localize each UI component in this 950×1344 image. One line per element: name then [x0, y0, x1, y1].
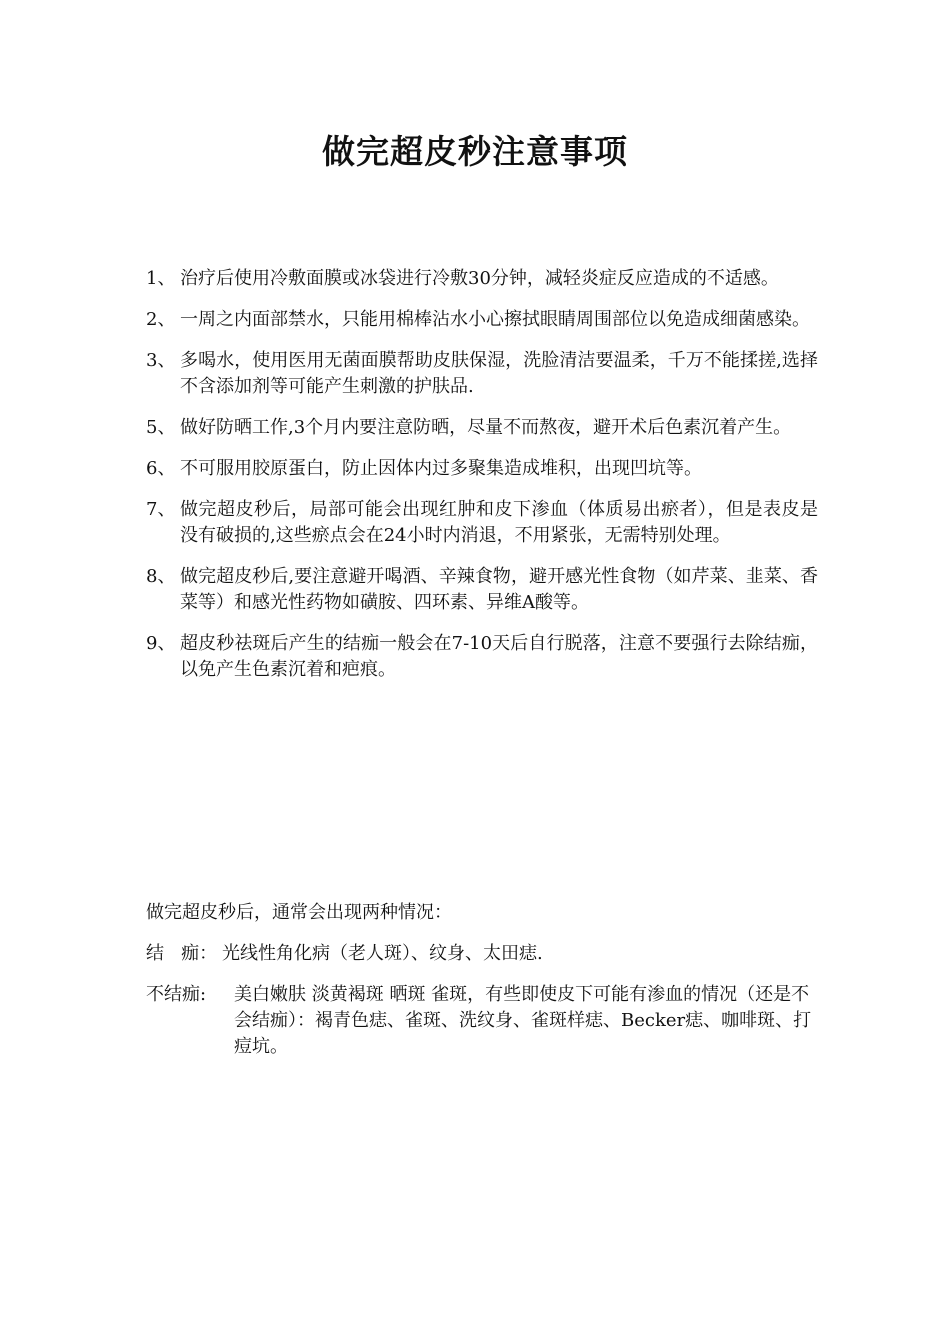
- item-text: 治疗后使用冷敷面膜或冰袋进行冷敷30分钟，减轻炎症反应造成的不适感。: [180, 268, 779, 289]
- list-item: [146, 564, 818, 616]
- summary-section: [146, 900, 818, 1075]
- item-number: 3、: [146, 350, 176, 371]
- item-text: 一周之内面部禁水，只能用棉棒沾水小心擦拭眼睛周围部位以免造成细菌感染。: [180, 309, 810, 330]
- no-scab-label: 不结痂:: [146, 984, 207, 1005]
- item-number: 9、: [146, 633, 176, 654]
- list-item: [146, 497, 818, 549]
- item-number: 2、: [146, 309, 176, 330]
- item-number: 7、: [146, 499, 176, 520]
- list-item: [146, 631, 818, 683]
- list-item: [146, 266, 818, 292]
- scab-text: 光线性角化病（老人斑）、纹身、太田痣.: [222, 943, 543, 964]
- item-number: 6、: [146, 458, 176, 479]
- page-title: 做完超皮秒注意事项: [322, 132, 628, 171]
- list-item: [146, 307, 818, 333]
- scab-label: 结 痂：: [146, 943, 218, 964]
- item-text: 超皮秒祛斑后产生的结痂一般会在7-10天后自行脱落，注意不要强行去除结痂，以免产生色素沉着和疤痕。: [180, 633, 818, 680]
- item-text: 做完超皮秒后，局部可能会出现红肿和皮下渗血（体质易出瘀者），但是表皮是没有破损的,这些瘀点会在24小时内消退，不用紧张，无需特别处理。: [180, 499, 818, 546]
- item-text: 做完超皮秒后,要注意避开喝酒、辛辣食物，避开感光性食物（如芹菜、韭菜、香菜等）和感光性药物如磺胺、四环素、异维A酸等。: [180, 566, 818, 613]
- scab-row: [146, 941, 818, 967]
- no-scab-row: [146, 982, 818, 1060]
- item-text: 不可服用胶原蛋白，防止因体内过多聚集造成堆积，出现凹坑等。: [180, 458, 702, 479]
- precautions-list: [146, 266, 818, 698]
- item-number: 8、: [146, 566, 176, 587]
- item-number: 5、: [146, 417, 176, 438]
- list-item: [146, 456, 818, 482]
- item-text: 多喝水，使用医用无菌面膜帮助皮肤保湿，洗脸清洁要温柔，千万不能揉搓,选择不含添加剂等可能产生刺激的护肤品.: [180, 350, 818, 397]
- summary-intro: 做完超皮秒后，通常会出现两种情况：: [146, 902, 452, 923]
- list-item: [146, 415, 818, 441]
- item-text: 做好防晒工作,3个月内要注意防晒，尽量不而熬夜，避开术后色素沉着产生。: [180, 417, 792, 438]
- item-number: 1、: [146, 268, 176, 289]
- list-item: [146, 348, 818, 400]
- no-scab-text: 美白嫩肤 淡黄褐斑 晒斑 雀斑，有些即使皮下可能有渗血的情况（还是不会结痂）：褐青色痣、雀斑、洗纹身、雀斑样痣、Becker痣、咖啡斑、打痘坑。: [234, 984, 812, 1057]
